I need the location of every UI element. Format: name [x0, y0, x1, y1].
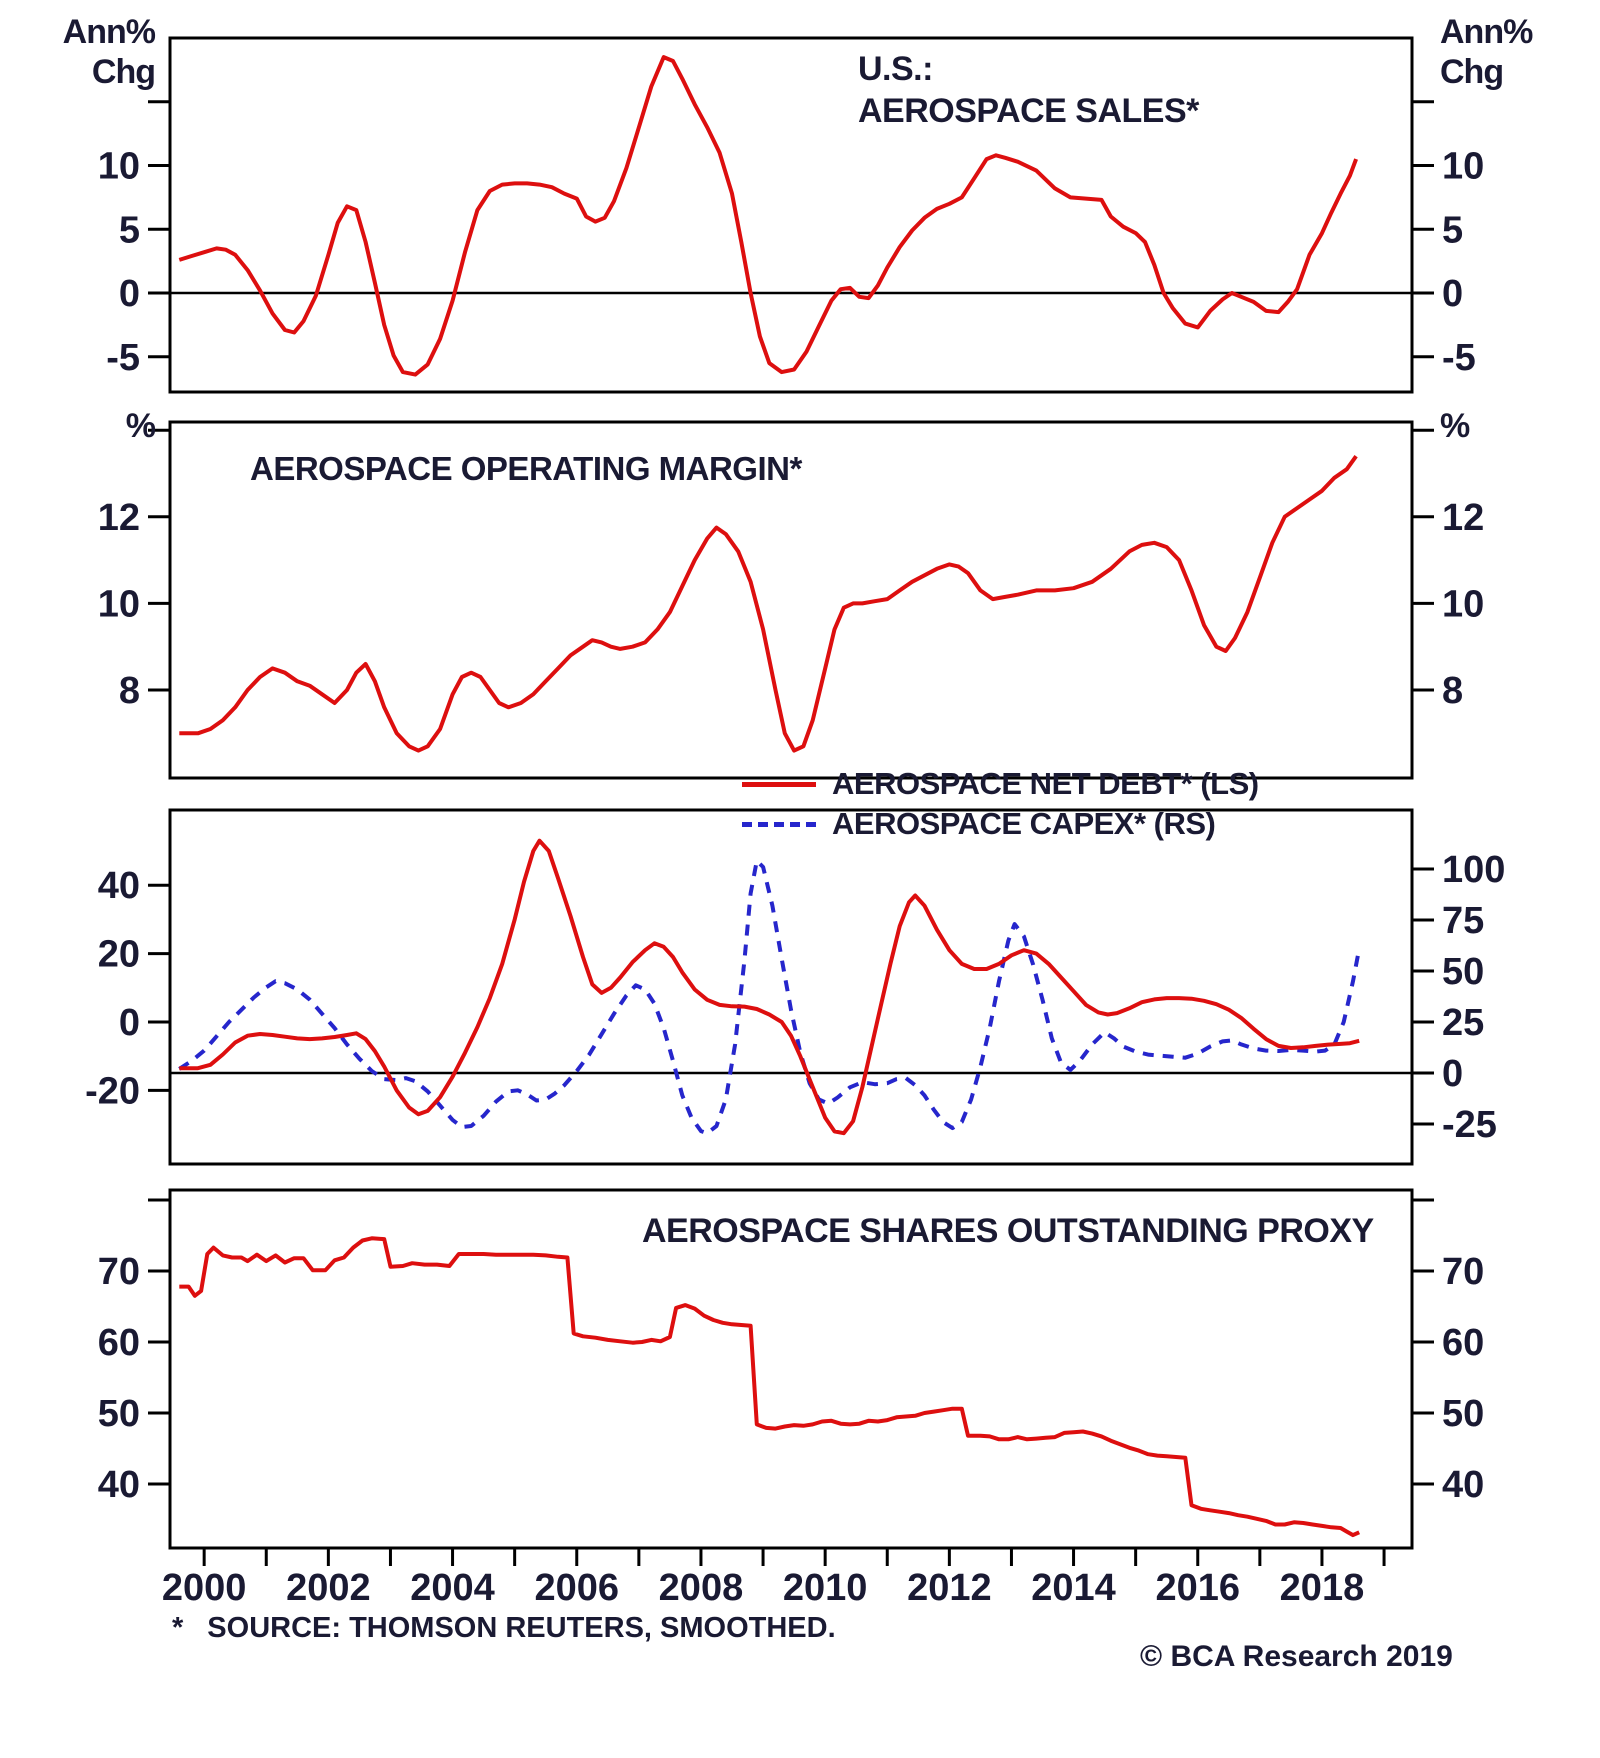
unit-line: Chg [91, 53, 155, 91]
y-tick-label: 20 [97, 933, 140, 976]
legend-row-net-debt [742, 764, 1259, 804]
panel4-title: AEROSPACE SHARES OUTSTANDING PROXY [642, 1212, 1374, 1250]
unit-line: Ann% [1440, 13, 1533, 51]
x-tick-label: 2012 [907, 1567, 992, 1609]
panel1-title-line2: AEROSPACE SALES* [858, 92, 1199, 130]
y-tick-label: 0 [1442, 273, 1464, 315]
x-tick-label: 2002 [286, 1567, 371, 1609]
footnote-text: SOURCE: THOMSON REUTERS, SMOOTHED. [207, 1612, 836, 1644]
y-tick-label: 5 [118, 209, 140, 252]
panel1-title-line1: U.S.: [858, 50, 933, 88]
y-tick-label: 10 [97, 583, 140, 626]
y-tick-label: 100 [1442, 849, 1506, 891]
y-tick-label: -25 [1442, 1104, 1497, 1146]
capex-line-swatch [742, 822, 816, 827]
panel-3-frame [170, 810, 1412, 1164]
y-tick-label: 10 [1442, 583, 1485, 626]
source-footnote [172, 1612, 836, 1645]
x-tick-label: 2000 [161, 1567, 247, 1609]
legend-label: AEROSPACE CAPEX* (RS) [832, 806, 1216, 841]
x-tick-label: 2004 [410, 1567, 495, 1609]
x-tick-label: 2008 [658, 1567, 744, 1609]
y-tick-label: 50 [1442, 951, 1485, 993]
y-tick-label: 70 [97, 1251, 140, 1293]
y-tick-label: 70 [1442, 1251, 1485, 1293]
y-tick-label: -20 [85, 1070, 140, 1113]
legend [742, 764, 1259, 844]
y-tick-label: 10 [97, 145, 140, 188]
x-tick-label: 2014 [1031, 1567, 1116, 1609]
panel1-title [858, 48, 1199, 132]
y-tick-label: 40 [97, 1464, 140, 1506]
y-tick-label: 12 [1442, 496, 1485, 539]
y-tick-label: 50 [1442, 1393, 1485, 1435]
x-tick-label: 2006 [534, 1567, 620, 1609]
legend-row-capex [742, 804, 1259, 844]
y-tick-label: 10 [1442, 145, 1485, 188]
unit-line: Chg [1440, 53, 1504, 91]
panel2-unit-left: % [125, 407, 155, 445]
y-tick-label: 8 [1442, 670, 1464, 712]
x-tick-label: 2018 [1279, 1567, 1365, 1609]
y-tick-label: 60 [97, 1322, 140, 1364]
net-debt-line-swatch [742, 782, 816, 787]
panel1-unit-right [1440, 12, 1532, 92]
panel2-title: AEROSPACE OPERATING MARGIN* [250, 450, 802, 487]
footnote-star: * [172, 1612, 184, 1644]
y-tick-label: 0 [1442, 1053, 1464, 1095]
y-tick-label: 8 [118, 670, 140, 712]
unit-line: Ann% [62, 13, 155, 51]
y-tick-label: 50 [97, 1393, 140, 1435]
y-tick-label: 40 [97, 865, 140, 908]
y-tick-label: 12 [97, 496, 140, 539]
y-tick-label: 0 [118, 1002, 140, 1044]
copyright-credit: © BCA Research 2019 [1140, 1640, 1453, 1673]
y-tick-label: 40 [1442, 1464, 1485, 1506]
y-tick-label: -5 [1442, 336, 1476, 379]
series-aerospace-operating-margin [179, 456, 1356, 750]
panel2-unit-right: % [1440, 407, 1470, 445]
x-tick-label: 2010 [782, 1567, 868, 1609]
y-tick-label: 0 [118, 273, 140, 315]
series-aerospace-shares-outstanding-proxy [179, 1238, 1359, 1535]
y-tick-label: 75 [1442, 900, 1485, 942]
y-tick-label: -5 [106, 336, 140, 379]
legend-label: AEROSPACE NET DEBT* (LS) [832, 766, 1259, 801]
panel1-unit-left [55, 12, 155, 92]
y-tick-label: 60 [1442, 1322, 1485, 1364]
y-tick-label: 25 [1442, 1002, 1485, 1044]
x-tick-label: 2016 [1155, 1567, 1241, 1609]
y-tick-label: 5 [1442, 209, 1464, 252]
